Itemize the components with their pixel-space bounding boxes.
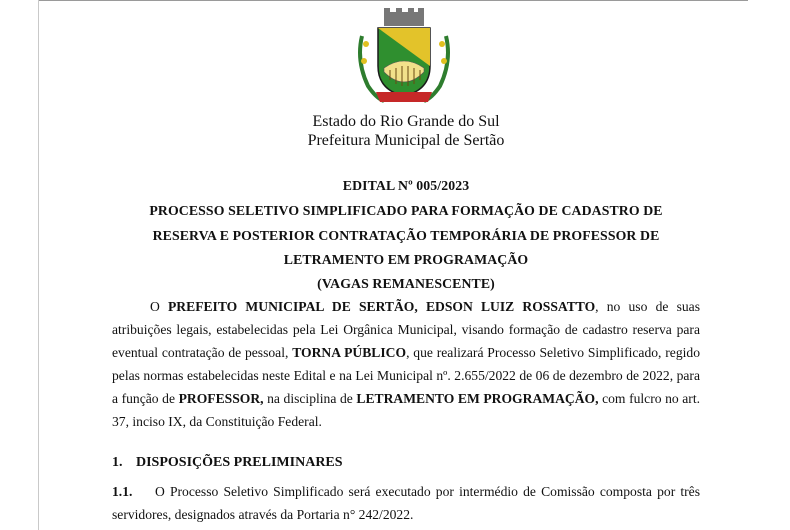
announcement: TORNA PÚBLICO <box>292 345 407 360</box>
discipline-name: LETRAMENTO EM PROGRAMAÇÃO, <box>356 391 599 406</box>
mayor-name: PREFEITO MUNICIPAL DE SERTÃO, EDSON LUIZ ROSSATTO <box>168 299 596 314</box>
municipality-name: Prefeitura Municipal de Sertão <box>307 132 505 149</box>
intro-text-2: , que realizará Processo Seletivo Simplificado, regido pelas normas estabelecidas neste Edital e na Lei Municipal nº. 2.655/2022 de 06 de dezembro de 2022, para a função de <box>112 345 700 406</box>
page-top-border <box>38 0 748 1</box>
item-text: O Processo Seletivo Simplificado será executado por intermédio de Comissão composta por três servidores, designados através da Portaria n° 242/2022. <box>112 484 700 522</box>
document-title-line-4: (VAGAS REMANESCENTE) <box>317 276 495 291</box>
intro-text-4: com fulcro no art. 37, inciso IX, da Constituição Federal. <box>112 391 700 429</box>
document-title-line-1: PROCESSO SELETIVO SIMPLIFICADO PARA FORMAÇÃO DE CADASTRO DE <box>149 203 663 218</box>
document-title-line-2: RESERVA E POSTERIOR CONTRATAÇÃO TEMPORÁRIA DE PROFESSOR DE <box>152 228 660 243</box>
state-name: Estado do Rio Grande do Sul <box>312 113 500 130</box>
section-number: 1. <box>112 455 123 470</box>
intro-text-1: , no uso de suas atribuições legais, estabelecidas pela Lei Orgânica Municipal, visando formação de cadastro reserva para eventual contratação de pessoal, <box>112 299 700 360</box>
edital-number: EDITAL Nº 005/2023 <box>342 178 470 193</box>
intro-lead: O <box>150 299 168 314</box>
intro-text-3: na disciplina de <box>263 391 357 406</box>
section-heading <box>112 455 343 471</box>
section-title: DISPOSIÇÕES PRELIMINARES <box>136 455 343 470</box>
intro-paragraph <box>112 295 700 433</box>
item-number: 1.1. <box>112 484 133 499</box>
role-name: PROFESSOR, <box>178 391 264 406</box>
document-title-line-3: LETRAMENTO EM PROGRAMAÇÃO <box>283 252 529 267</box>
municipal-coat-of-arms-icon <box>354 6 454 106</box>
section-item <box>112 480 700 526</box>
